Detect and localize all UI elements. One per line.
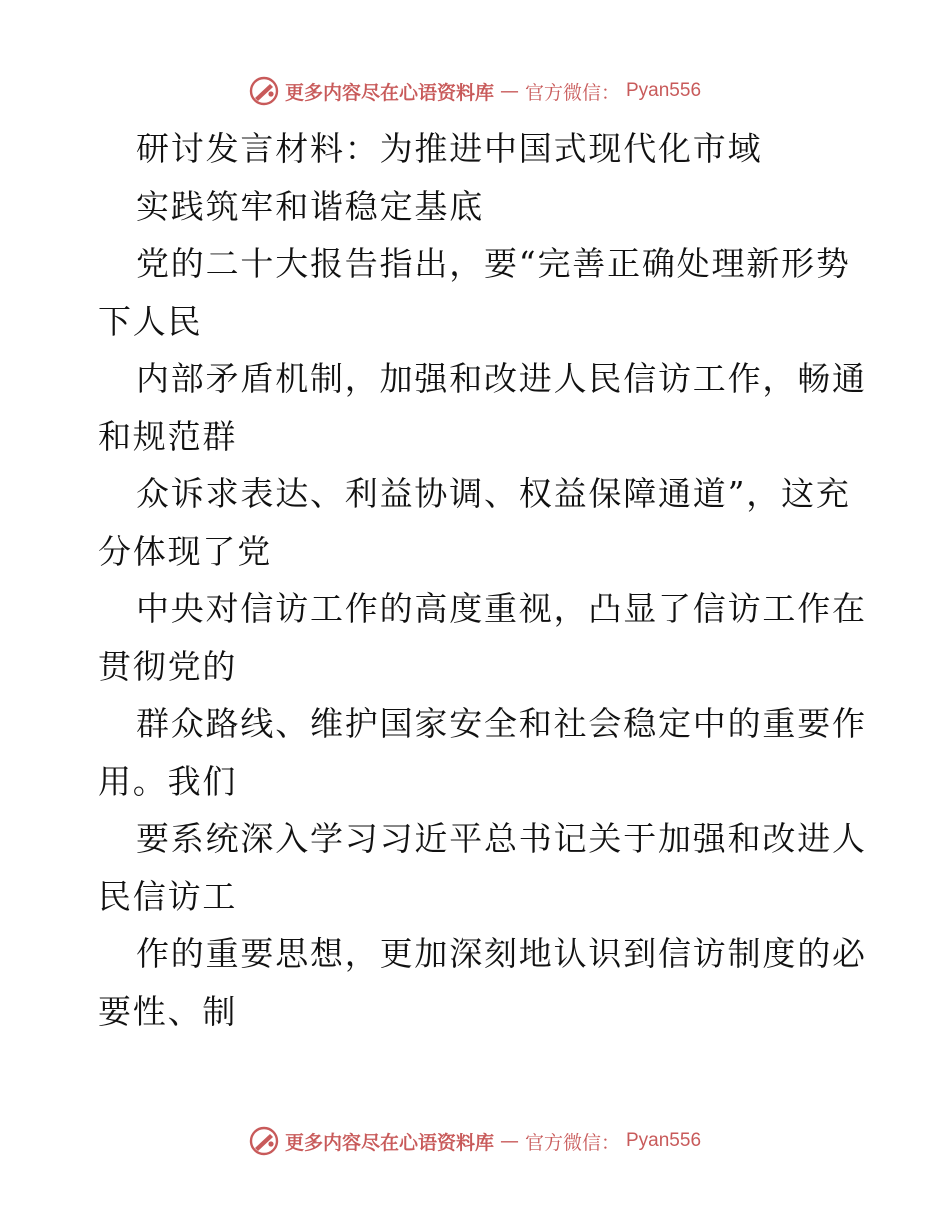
document-text-line: 要系统深入学习习近平总书记关于加强和改进人 bbox=[136, 819, 867, 858]
footer-watermark bbox=[0, 1121, 950, 1161]
header-watermark bbox=[0, 71, 950, 111]
document-text-line: 贯彻党的 bbox=[98, 646, 238, 686]
document-text-line: 内部矛盾机制，加强和改进人民信访工作，畅通 bbox=[136, 359, 867, 398]
pen-logo-icon bbox=[249, 76, 279, 106]
watermark-separator: — bbox=[499, 1130, 519, 1152]
watermark-text: 更多内容尽在心语资料库 bbox=[284, 81, 494, 104]
document-text-line: 要性、制 bbox=[98, 991, 238, 1031]
watermark-wechat-label: 官方微信： bbox=[524, 81, 620, 104]
document-text-line: 民信访工 bbox=[98, 876, 238, 916]
document-paragraph bbox=[98, 235, 867, 1040]
document-text-line: 中央对信访工作的高度重视，凸显了信访工作在 bbox=[136, 589, 867, 628]
document-text-line: 和规范群 bbox=[98, 416, 238, 456]
document-title-line-1: 研讨发言材料：为推进中国式现代化市域 bbox=[136, 129, 763, 168]
watermark-wechat-id: Pyan556 bbox=[626, 1130, 702, 1151]
document-title-line-2: 实践筑牢和谐稳定基底 bbox=[136, 186, 484, 226]
watermark-text: 更多内容尽在心语资料库 bbox=[284, 1131, 494, 1154]
document-text-line: 群众路线、维护国家安全和社会稳定中的重要作 bbox=[136, 704, 867, 743]
document-body bbox=[98, 120, 867, 1040]
document-text-line: 用。我们 bbox=[98, 761, 238, 801]
watermark-wechat-id: Pyan556 bbox=[626, 80, 702, 101]
document-text-line: 下人民 bbox=[98, 301, 203, 341]
pen-logo-icon bbox=[249, 1126, 279, 1156]
watermark-separator: — bbox=[499, 80, 519, 102]
watermark-wechat-label: 官方微信： bbox=[524, 1131, 620, 1154]
document-text-line: 众诉求表达、利益协调、权益保障通道”，这充 bbox=[136, 474, 851, 513]
document-text-line: 作的重要思想，更加深刻地认识到信访制度的必 bbox=[136, 934, 867, 973]
document-text-line: 党的二十大报告指出，要“完善正确处理新形势 bbox=[136, 244, 851, 283]
document-text-line: 分体现了党 bbox=[98, 531, 272, 571]
